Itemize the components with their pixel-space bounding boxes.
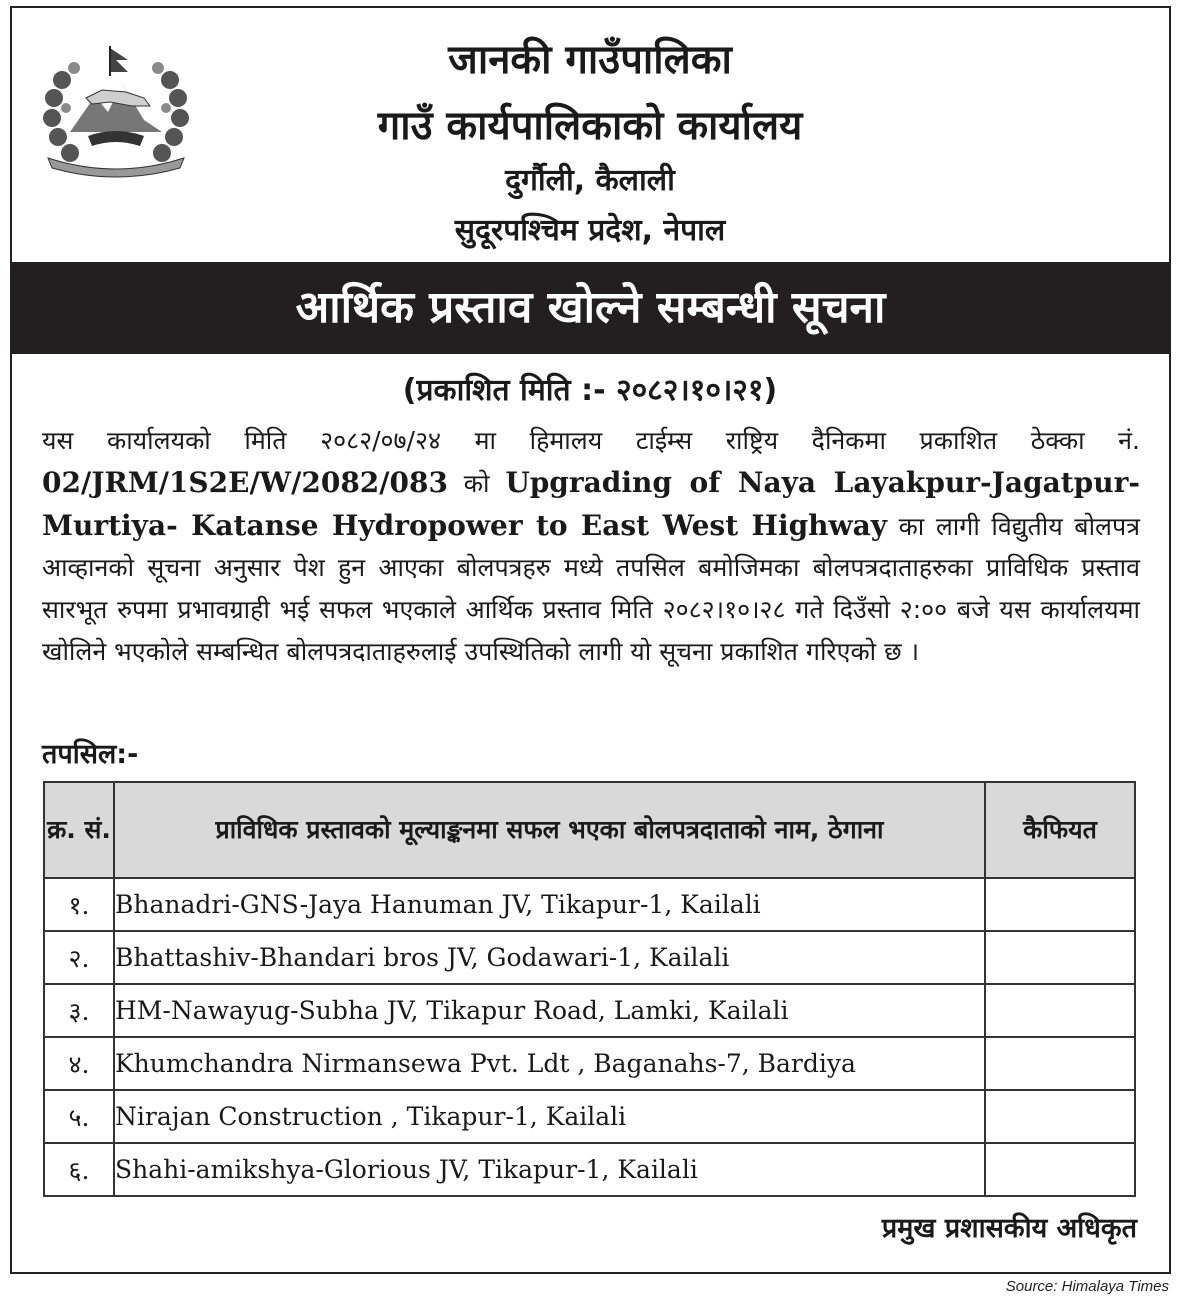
nepal-government-emblem-icon (40, 40, 192, 178)
project-name: Upgrading of Naya Layakpur-Jagatpur-Murtiya- Katanse Hydropower to East West Highway (42, 465, 1140, 542)
row-sn: ५. (44, 1090, 114, 1143)
bidders-table (43, 781, 1136, 1197)
row-bidder-name: Nirajan Construction , Tikapur-1, Kailali (114, 1090, 985, 1143)
source-credit: Source: Himalaya Times (1005, 1278, 1169, 1295)
notice-body (42, 420, 1140, 673)
table-row (44, 1143, 1135, 1196)
row-sn: ६. (44, 1143, 114, 1196)
office-subtitle: गाउँ कार्यपालिकाको कार्यालय (377, 103, 803, 149)
table-row (44, 1090, 1135, 1143)
signatory-title: प्रमुख प्रशासकीय अधिकृत (881, 1213, 1137, 1244)
office-name: जानकी गाउँपालिका (448, 37, 732, 83)
address-line-2: सुदूरपश्चिम प्रदेश, नेपाल (454, 213, 726, 248)
row-sn: ३. (44, 984, 114, 1037)
row-bidder-name: Shahi-amikshya-Glorious JV, Tikapur-1, Kailali (114, 1143, 985, 1196)
row-remarks (985, 1090, 1135, 1143)
contract-number: 02/JRM/1S2E/W/2082/083 (42, 465, 448, 499)
row-sn: १. (44, 878, 114, 931)
row-bidder-name: Khumchandra Nirmansewa Pvt. Ldt , Baganahs-7, Bardiya (114, 1037, 985, 1090)
row-bidder-name: HM-Nawayug-Subha JV, Tikapur Road, Lamki, Kailali (114, 984, 985, 1037)
row-bidder-name: Bhanadri-GNS-Jaya Hanuman JV, Tikapur-1, Kailali (114, 878, 985, 931)
body-part-3: का लागी विद्युतीय बोलपत्र आव्हानको सूचना अनुसार पेश हुन आएका बोलपत्रहरु मध्ये तपसिल बमोजिमका बोलपत्रदाताहरुका प्राविधिक प्रस्ताव सारभूत रुपमा प्रभावग्राही भई सफल भएकाले आर्थिक प्रस्ताव मिति २०८२।१०।२८ गते दिउँसो २:०० बजे यस कार्यालयमा खोलिने भएकोले सम्बन्धित बोलपत्रदाताहरुलाई उपस्थितिको लागी यो सूचना प्रकाशित गरिएको छ । (42, 511, 1140, 666)
table-row (44, 1037, 1135, 1090)
table-row (44, 878, 1135, 931)
row-remarks (985, 984, 1135, 1037)
row-bidder-name: Bhattashiv-Bhandari bros JV, Godawari-1, Kailali (114, 931, 985, 984)
row-remarks (985, 931, 1135, 984)
address-line-1: दुर्गौली, कैलाली (505, 163, 675, 198)
sn-header: क्र. सं. (44, 782, 114, 878)
remarks-header: कैफियत (985, 782, 1135, 878)
notice-title-banner: आर्थिक प्रस्ताव खोल्ने सम्बन्धी सूचना (12, 262, 1169, 354)
bidder-name-header: प्राविधिक प्रस्तावको मूल्याङ्कनमा सफल भएका बोलपत्रदाताको नाम, ठेगाना (114, 782, 985, 878)
table-header-row (44, 782, 1135, 878)
row-remarks (985, 1037, 1135, 1090)
row-sn: ४. (44, 1037, 114, 1090)
body-part-1: यस कार्यालयको मिति २०८२/०७/२४ मा हिमालय टाईम्स राष्ट्रिय दैनिकमा प्रकाशित ठेक्का नं. (42, 426, 1140, 455)
row-remarks (985, 878, 1135, 931)
table-row (44, 931, 1135, 984)
published-date: (प्रकाशित मिति :- २०८२।१०।२१) (402, 373, 778, 408)
body-part-2: को (463, 468, 490, 498)
schedule-label: तपसिल:- (42, 739, 139, 770)
table-row (44, 984, 1135, 1037)
row-remarks (985, 1143, 1135, 1196)
row-sn: २. (44, 931, 114, 984)
